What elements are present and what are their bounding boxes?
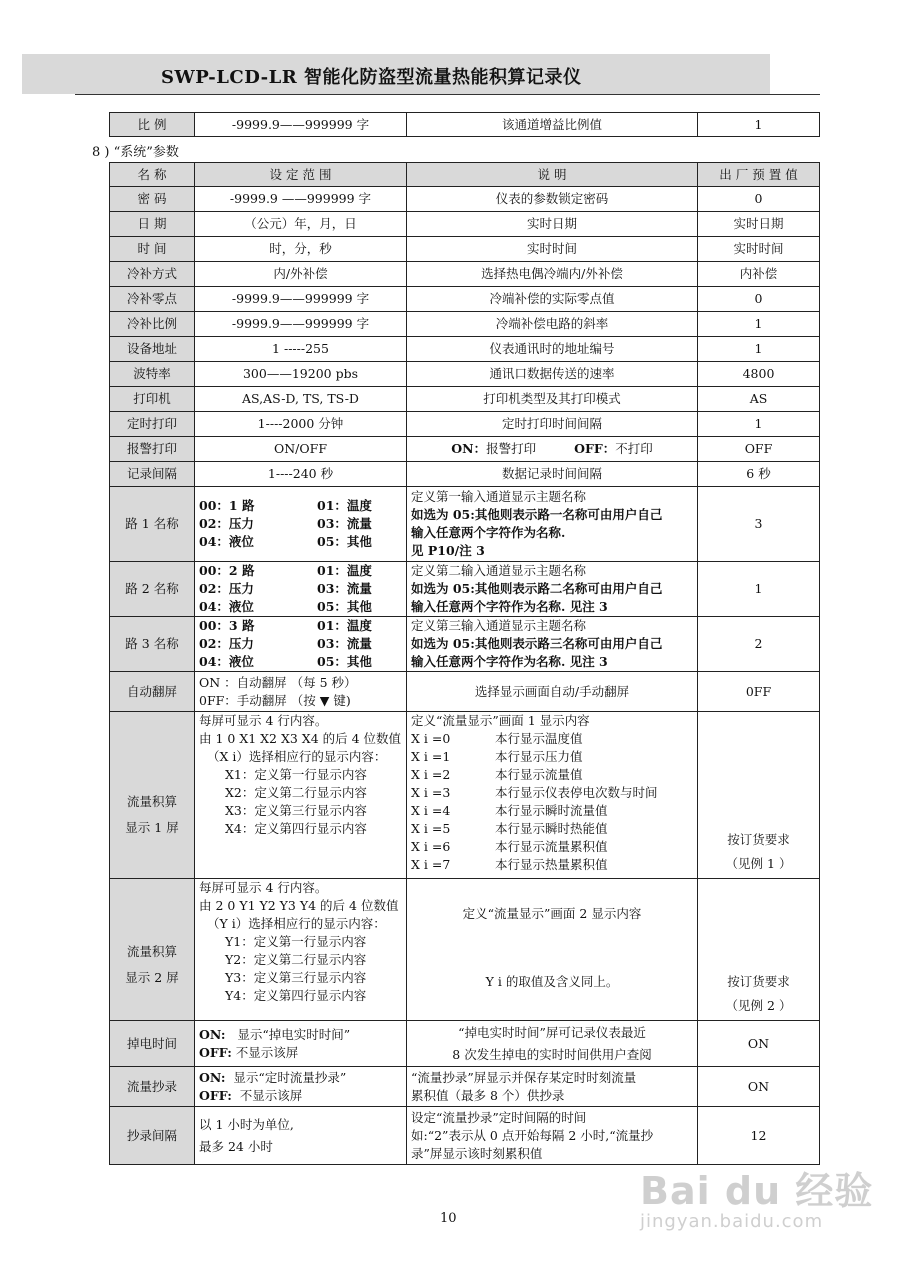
row-default: 1 [698, 412, 820, 437]
channel-row-1 [110, 487, 820, 562]
name-line: 显示 1 屏 [125, 820, 179, 835]
range-line: 由 1 0 X1 X2 X3 X4 的后 4 位数值 [199, 731, 402, 746]
watermark-url: jingyan.baidu.com [640, 1211, 824, 1232]
copy-interval-range [195, 1107, 407, 1165]
flow-copy-range [195, 1067, 407, 1107]
row-default: 0 [698, 187, 820, 212]
table-row [110, 262, 820, 287]
desc-line: 定义第三输入通道显示主题名称 [411, 618, 587, 633]
watermark [640, 1160, 873, 1232]
screen1-range [195, 712, 407, 879]
opt: 01：温度 [317, 618, 372, 633]
channel-default: 1 [698, 562, 820, 617]
copy-interval-desc [407, 1107, 698, 1165]
opt: 00：2 路 [199, 563, 255, 578]
row-range: 内/外补偿 [195, 262, 407, 287]
desc-line: 录”屏显示该时刻累积值 [411, 1145, 543, 1161]
desc-line: 如:“2”表示从 0 点开始每隔 2 小时,“流量抄 [411, 1127, 654, 1143]
channel-name: 路 3 名称 [110, 617, 195, 672]
off-label: OFF: [199, 1087, 232, 1103]
screen2-default [698, 879, 820, 1021]
opt: 01：温度 [317, 563, 372, 578]
on-text: 报警打印 [486, 441, 537, 456]
item-value: 本行显示瞬时流量值 [495, 803, 608, 818]
channel-row-3 [110, 617, 820, 672]
range-line: 最多 24 小时 [199, 1138, 273, 1154]
power-off-range [195, 1021, 407, 1067]
row-default: AS [698, 387, 820, 412]
desc-line: Y i 的取值及含义同上。 [485, 974, 619, 989]
power-off-desc [407, 1021, 698, 1067]
on-label: ON： [451, 441, 487, 456]
row-desc: 定时打印时间间隔 [407, 412, 698, 437]
row-range: 300——19200 pbs [195, 362, 407, 387]
range-line: Y4：定义第四行显示内容 [225, 988, 367, 1003]
top-row-desc: 该通道增益比例值 [407, 113, 698, 137]
name-line: 流量积算 [126, 794, 177, 809]
auto-flip-default: 0FF [698, 672, 820, 712]
row-name: 波特率 [110, 362, 195, 387]
item-key: X i =6 [411, 839, 451, 854]
opt: 03：流量 [317, 636, 372, 651]
row-range: 1----240 秒 [195, 462, 407, 487]
range-line: X2：定义第二行显示内容 [225, 785, 367, 800]
table-row [110, 337, 820, 362]
desc-line: 设定“流量抄录”定时间隔的时间 [411, 1109, 587, 1125]
table-row [110, 212, 820, 237]
row-range: -9999.9——999999 字 [195, 287, 407, 312]
power-off-name: 掉电时间 [110, 1021, 195, 1067]
row-default: 内补偿 [698, 262, 820, 287]
header-name: 名 称 [110, 163, 195, 187]
row-range: ON/OFF [195, 437, 407, 462]
table-row [110, 387, 820, 412]
on-text: 显示“掉电实时时间” [225, 1026, 351, 1042]
copy-interval-row [110, 1107, 820, 1165]
row-desc: 打印机类型及其打印模式 [407, 387, 698, 412]
row-name: 报警打印 [110, 437, 195, 462]
desc-line: 定义第一输入通道显示主题名称 [411, 489, 587, 504]
row-range: 1----2000 分钟 [195, 412, 407, 437]
item-key: X i =3 [411, 785, 451, 800]
desc-line: 如选为 05:其他则表示路二名称可由用户自己 [411, 581, 663, 596]
desc-line: 定义第二输入通道显示主题名称 [411, 563, 587, 578]
row-default: 6 秒 [698, 462, 820, 487]
name-line: 显示 2 屏 [125, 969, 179, 985]
item-value: 本行显示压力值 [495, 749, 583, 764]
channel-options [195, 562, 407, 617]
channel-row-2 [110, 562, 820, 617]
range-line: 0FF：手动翻屏 （按 ▼ 键) [199, 692, 351, 708]
row-desc: 仪表通讯时的地址编号 [407, 337, 698, 362]
auto-flip-desc: 选择显示画面自动/手动翻屏 [407, 672, 698, 712]
desc-line: 如选为 05:其他则表示路一名称可由用户自己 [411, 507, 663, 522]
row-default: 1 [698, 337, 820, 362]
flow-copy-desc [407, 1067, 698, 1107]
opt: 05：其他 [317, 654, 372, 669]
channel-desc [407, 617, 698, 672]
section-title: 8 ) “系统”参数 [92, 145, 179, 160]
row-range: 1 -----255 [195, 337, 407, 362]
opt: 00：1 路 [199, 498, 255, 513]
table-row [110, 362, 820, 387]
page-title: SWP-LCD-LR 智能化防盗型流量热能积算记录仪 [161, 67, 582, 88]
item-value: 本行显示温度值 [495, 731, 583, 746]
opt: 02：压力 [199, 581, 254, 596]
desc-line: 输入任意两个字符作为名称. 见注 3 [411, 654, 608, 669]
table-row [110, 312, 820, 337]
item-key: X i =2 [411, 767, 451, 782]
table-row [110, 237, 820, 262]
range-line: Y3：定义第三行显示内容 [225, 970, 367, 985]
range-line: 每屏可显示 4 行内容。 [199, 880, 328, 895]
power-off-row [110, 1021, 820, 1067]
row-range: -9999.9 ——999999 字 [195, 187, 407, 212]
default-line: 按订货要求 [727, 832, 790, 847]
channel-desc [407, 487, 698, 562]
row-range: AS,AS-D, TS, TS-D [195, 387, 407, 412]
on-label: ON: [199, 1026, 226, 1042]
opt: 04：液位 [199, 534, 254, 549]
auto-flip-row [110, 672, 820, 712]
opt: 05：其他 [317, 599, 372, 614]
row-range: （公元）年，月，日 [195, 212, 407, 237]
table-row [110, 437, 820, 462]
name-line: 流量积算 [126, 943, 177, 959]
opt: 03：流量 [317, 516, 372, 531]
row-desc: 实时日期 [407, 212, 698, 237]
item-key: X i =5 [411, 821, 451, 836]
off-text: 不打印 [615, 441, 653, 456]
row-range: -9999.9——999999 字 [195, 312, 407, 337]
opt: 02：压力 [199, 636, 254, 651]
range-line: ON ：自动翻屏 （每 5 秒） [199, 674, 357, 690]
opt: 00：3 路 [199, 618, 255, 633]
range-line: （Y i）选择相应行的显示内容： [207, 916, 386, 931]
table-row [110, 412, 820, 437]
item-key: X i =4 [411, 803, 451, 818]
opt: 04：液位 [199, 654, 254, 669]
flow-copy-name: 流量抄录 [110, 1067, 195, 1107]
desc-line: “掉电实时时间”屏可记录仪表最近 [458, 1024, 646, 1040]
power-off-default: ON [698, 1021, 820, 1067]
on-label: ON: [199, 1069, 226, 1085]
row-desc: 通讯口数据传送的速率 [407, 362, 698, 387]
top-row-default: 1 [698, 113, 820, 137]
row-name: 冷补比例 [110, 312, 195, 337]
header-default: 出 厂 预 置 值 [698, 163, 820, 187]
item-key: X i =1 [411, 749, 451, 764]
item-key: X i =0 [411, 731, 451, 746]
default-line: （见例 1 ） [725, 856, 792, 871]
table-row [110, 462, 820, 487]
desc-title: 定义“流量显示”画面 1 显示内容 [411, 713, 590, 728]
row-desc: 仪表的参数锁定密码 [407, 187, 698, 212]
table-header-row [110, 163, 820, 187]
channel-name: 路 2 名称 [110, 562, 195, 617]
range-line: X4：定义第四行显示内容 [225, 821, 367, 836]
desc-line: 累积值（最多 8 个）供抄录 [411, 1087, 565, 1103]
opt: 04：液位 [199, 599, 254, 614]
screen1-default [698, 712, 820, 879]
row-default: 实时时间 [698, 237, 820, 262]
item-value: 本行显示热量累积值 [495, 857, 608, 872]
row-name: 设备地址 [110, 337, 195, 362]
range-line: X1：定义第一行显示内容 [225, 767, 367, 782]
row-name: 定时打印 [110, 412, 195, 437]
table-row [110, 187, 820, 212]
off-label: OFF： [574, 441, 616, 456]
opt: 02：压力 [199, 516, 254, 531]
desc-line: 见 P10/注 3 [411, 543, 485, 558]
row-name: 打印机 [110, 387, 195, 412]
channel-default: 2 [698, 617, 820, 672]
item-value: 本行显示仪表停电次数与时间 [495, 785, 658, 800]
range-line: Y1：定义第一行显示内容 [225, 934, 367, 949]
row-desc: 选择热电偶冷端内/外补偿 [407, 262, 698, 287]
row-desc: 冷端补偿电路的斜率 [407, 312, 698, 337]
copy-interval-default: 12 [698, 1107, 820, 1165]
system-params-table [109, 162, 820, 1165]
row-desc: 实时时间 [407, 237, 698, 262]
default-line: （见例 2 ） [725, 998, 792, 1013]
header-rule [75, 94, 820, 95]
range-line: 由 2 0 Y1 Y2 Y3 Y4 的后 4 位数值 [199, 898, 399, 913]
channel-options [195, 617, 407, 672]
on-text: 显示“定时流量抄录” [225, 1069, 347, 1085]
channel-desc [407, 562, 698, 617]
screen2-row [110, 879, 820, 1021]
desc-line: 输入任意两个字符作为名称. [411, 525, 566, 540]
screen2-range [195, 879, 407, 1021]
off-text: 不显示该屏 [231, 1044, 299, 1060]
screen1-name [110, 712, 195, 879]
default-line: 按订货要求 [727, 974, 790, 989]
range-line: 以 1 小时为单位, [199, 1116, 294, 1132]
opt: 05：其他 [317, 534, 372, 549]
row-default: 实时日期 [698, 212, 820, 237]
item-value: 本行显示流量累积值 [495, 839, 608, 854]
copy-interval-name: 抄录间隔 [110, 1107, 195, 1165]
desc-line: 定义“流量显示”画面 2 显示内容 [462, 906, 642, 921]
opt: 03：流量 [317, 581, 372, 596]
screen2-name [110, 879, 195, 1021]
off-text: 不显示该屏 [231, 1087, 303, 1103]
table-row [110, 287, 820, 312]
row-name: 密 码 [110, 187, 195, 212]
desc-line: 如选为 05:其他则表示路三名称可由用户自己 [411, 636, 663, 651]
row-range: 时，分，秒 [195, 237, 407, 262]
row-default: OFF [698, 437, 820, 462]
header-range: 设 定 范 围 [195, 163, 407, 187]
channel-options [195, 487, 407, 562]
item-value: 本行显示流量值 [495, 767, 583, 782]
item-key: X i =7 [411, 857, 451, 872]
row-name: 记录间隔 [110, 462, 195, 487]
row-default: 0 [698, 287, 820, 312]
auto-flip-range [195, 672, 407, 712]
desc-line: 8 次发生掉电的实时时间供用户查阅 [452, 1046, 652, 1062]
flow-copy-default: ON [698, 1067, 820, 1107]
row-name: 时 间 [110, 237, 195, 262]
off-label: OFF: [199, 1044, 232, 1060]
opt: 01：温度 [317, 498, 372, 513]
desc-line: 输入任意两个字符作为名称. 见注 3 [411, 599, 608, 614]
row-name: 日 期 [110, 212, 195, 237]
screen1-desc [407, 712, 698, 879]
header-desc: 说 明 [407, 163, 698, 187]
top-row-range: -9999.9——999999 字 [195, 113, 407, 137]
auto-flip-name: 自动翻屏 [110, 672, 195, 712]
desc-line: “流量抄录”屏显示并保存某定时时刻流量 [411, 1069, 637, 1085]
row-desc [407, 437, 698, 462]
top-row-name: 比 例 [110, 113, 195, 137]
flow-copy-row [110, 1067, 820, 1107]
channel-default: 3 [698, 487, 820, 562]
row-desc: 冷端补偿的实际零点值 [407, 287, 698, 312]
range-line: Y2：定义第二行显示内容 [225, 952, 367, 967]
range-line: X3：定义第三行显示内容 [225, 803, 367, 818]
row-name: 冷补零点 [110, 287, 195, 312]
channel-name: 路 1 名称 [110, 487, 195, 562]
range-line: 每屏可显示 4 行内容。 [199, 713, 328, 728]
row-default: 1 [698, 312, 820, 337]
row-default: 4800 [698, 362, 820, 387]
screen1-row [110, 712, 820, 879]
range-line: （X i）选择相应行的显示内容： [207, 749, 387, 764]
top-table [109, 112, 820, 137]
page-number: 10 [440, 1211, 457, 1226]
row-desc: 数据记录时间间隔 [407, 462, 698, 487]
item-value: 本行显示瞬时热能值 [495, 821, 608, 836]
watermark-brand: Bai du 经验 [640, 1169, 874, 1213]
row-name: 冷补方式 [110, 262, 195, 287]
screen2-desc [407, 879, 698, 1021]
